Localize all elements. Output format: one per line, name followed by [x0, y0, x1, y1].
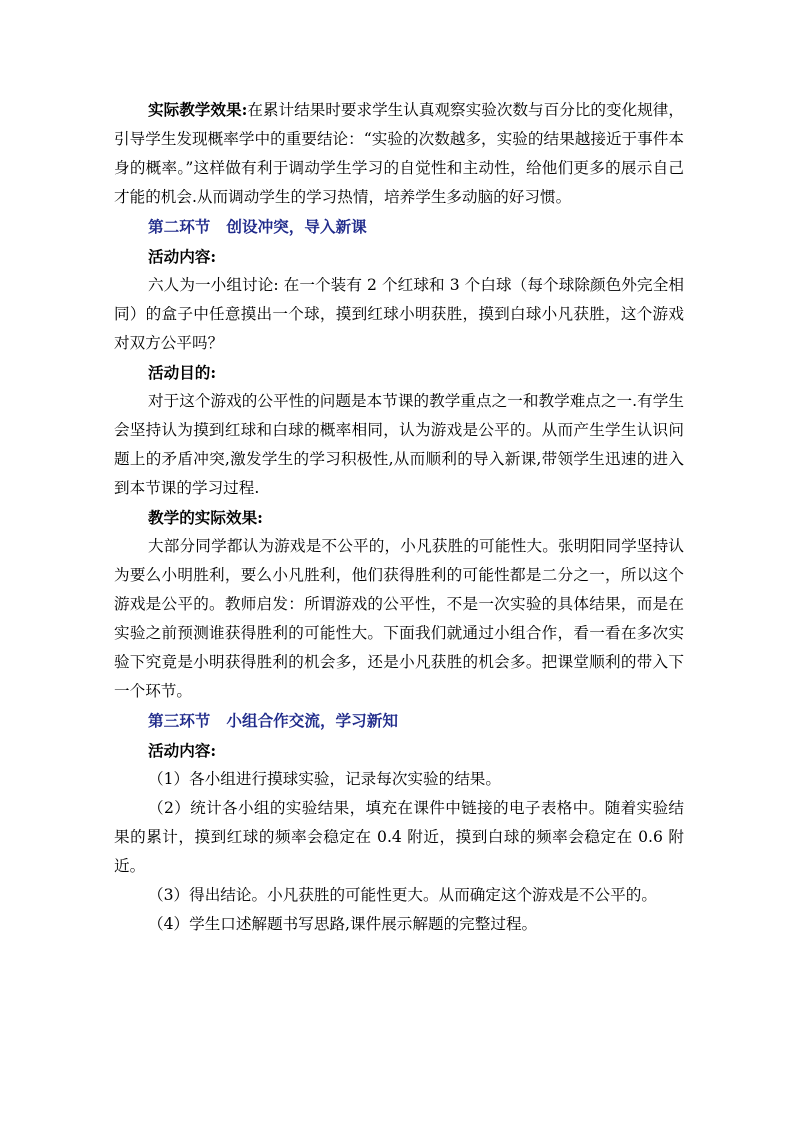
- list-item-text: 得出结论。小凡获胜的可能性更大。从而确定这个游戏是不公平的。: [189, 886, 657, 904]
- list-item-text: 各小组进行摸球实验，记录每次实验的结果。: [189, 770, 501, 788]
- list-item-number: （3）: [148, 886, 190, 904]
- list-item: [114, 881, 684, 910]
- teaching-effect-label: 教学的实际效果:: [148, 508, 263, 527]
- section-heading-3: [148, 706, 684, 736]
- list-item: [114, 794, 684, 881]
- paragraph-text: 在累计结果时要求学生认真观察实验次数与百分比的变化规律，引导学生发现概率学中的重要结论：“实验的次数越多，实验的结果越接近于事件本身的概率。”这样做有利于调动学生学习的自觉性和主动性，给他们更多的展示自己才能的机会.从而调动学生的学习热情，培养学生多动脑的好习惯。: [114, 101, 684, 206]
- teaching-effect-text: 大部分同学都认为游戏是不公平的，小凡获胜的可能性大。张明阳同学坚持认为要么小明胜利，要么小凡胜利，他们获得胜利的可能性都是二分之一，所以这个游戏是公平的。教师启发：所谓游戏的公平性，不是一次实验的具体结果，而是在实验之前预测谁获得胜利的可能性大。下面我们就通过小组合作，看一看在多次实验下究竟是小明获得胜利的机会多，还是小凡获胜的机会多。把课堂顺利的带入下一个环节。: [114, 537, 684, 700]
- section-heading-2: [148, 212, 684, 242]
- list-item: [114, 910, 684, 939]
- section-number: 第三环节: [148, 711, 211, 730]
- paragraph-teaching-effect: [114, 95, 684, 212]
- section-title: 创设冲突，导入新课: [226, 217, 367, 236]
- list-item-number: （4）: [148, 915, 190, 933]
- list-item-text: 统计各小组的实验结果，填充在课件中链接的电子表格中。随着实验结果的累计，摸到红球的频率会稳定在 0.4 附近，摸到白球的频率会稳定在 0.6 附近。: [114, 799, 684, 875]
- list-item-text: 学生口述解题书写思路,课件展示解题的完整过程。: [189, 915, 538, 933]
- paragraph-lead: 实际教学效果:: [148, 100, 248, 119]
- list-item-number: （1）: [148, 770, 190, 788]
- activity-goal-text: 对于这个游戏的公平性的问题是本节课的教学重点之一和教学难点之一.有学生会坚持认为摸到红球和白球的概率相同，认为游戏是公平的。从而产生学生认识问题上的矛盾冲突,激发学生的学习积极性,从而顺利的导入新课,带领学生迅速的进入到本节课的学习过程.: [114, 392, 684, 497]
- section-title: 小组合作交流，学习新知: [226, 711, 398, 730]
- section-number: 第二环节: [148, 217, 211, 236]
- list-item: [114, 765, 684, 794]
- document-body: [114, 95, 684, 939]
- activity-content-label: 活动内容:: [148, 741, 217, 760]
- activity-content-text: 六人为一小组讨论: 在一个装有 2 个红球和 3 个白球（每个球除颜色外完全相同）的盒子中任意摸出一个球，摸到红球小明获胜，摸到白球小凡获胜，这个游戏对双方公平吗？: [114, 276, 684, 352]
- activity-content-label: 活动内容:: [148, 247, 217, 266]
- activity-goal-label: 活动目的:: [148, 363, 217, 382]
- list-item-number: （2）: [148, 799, 191, 817]
